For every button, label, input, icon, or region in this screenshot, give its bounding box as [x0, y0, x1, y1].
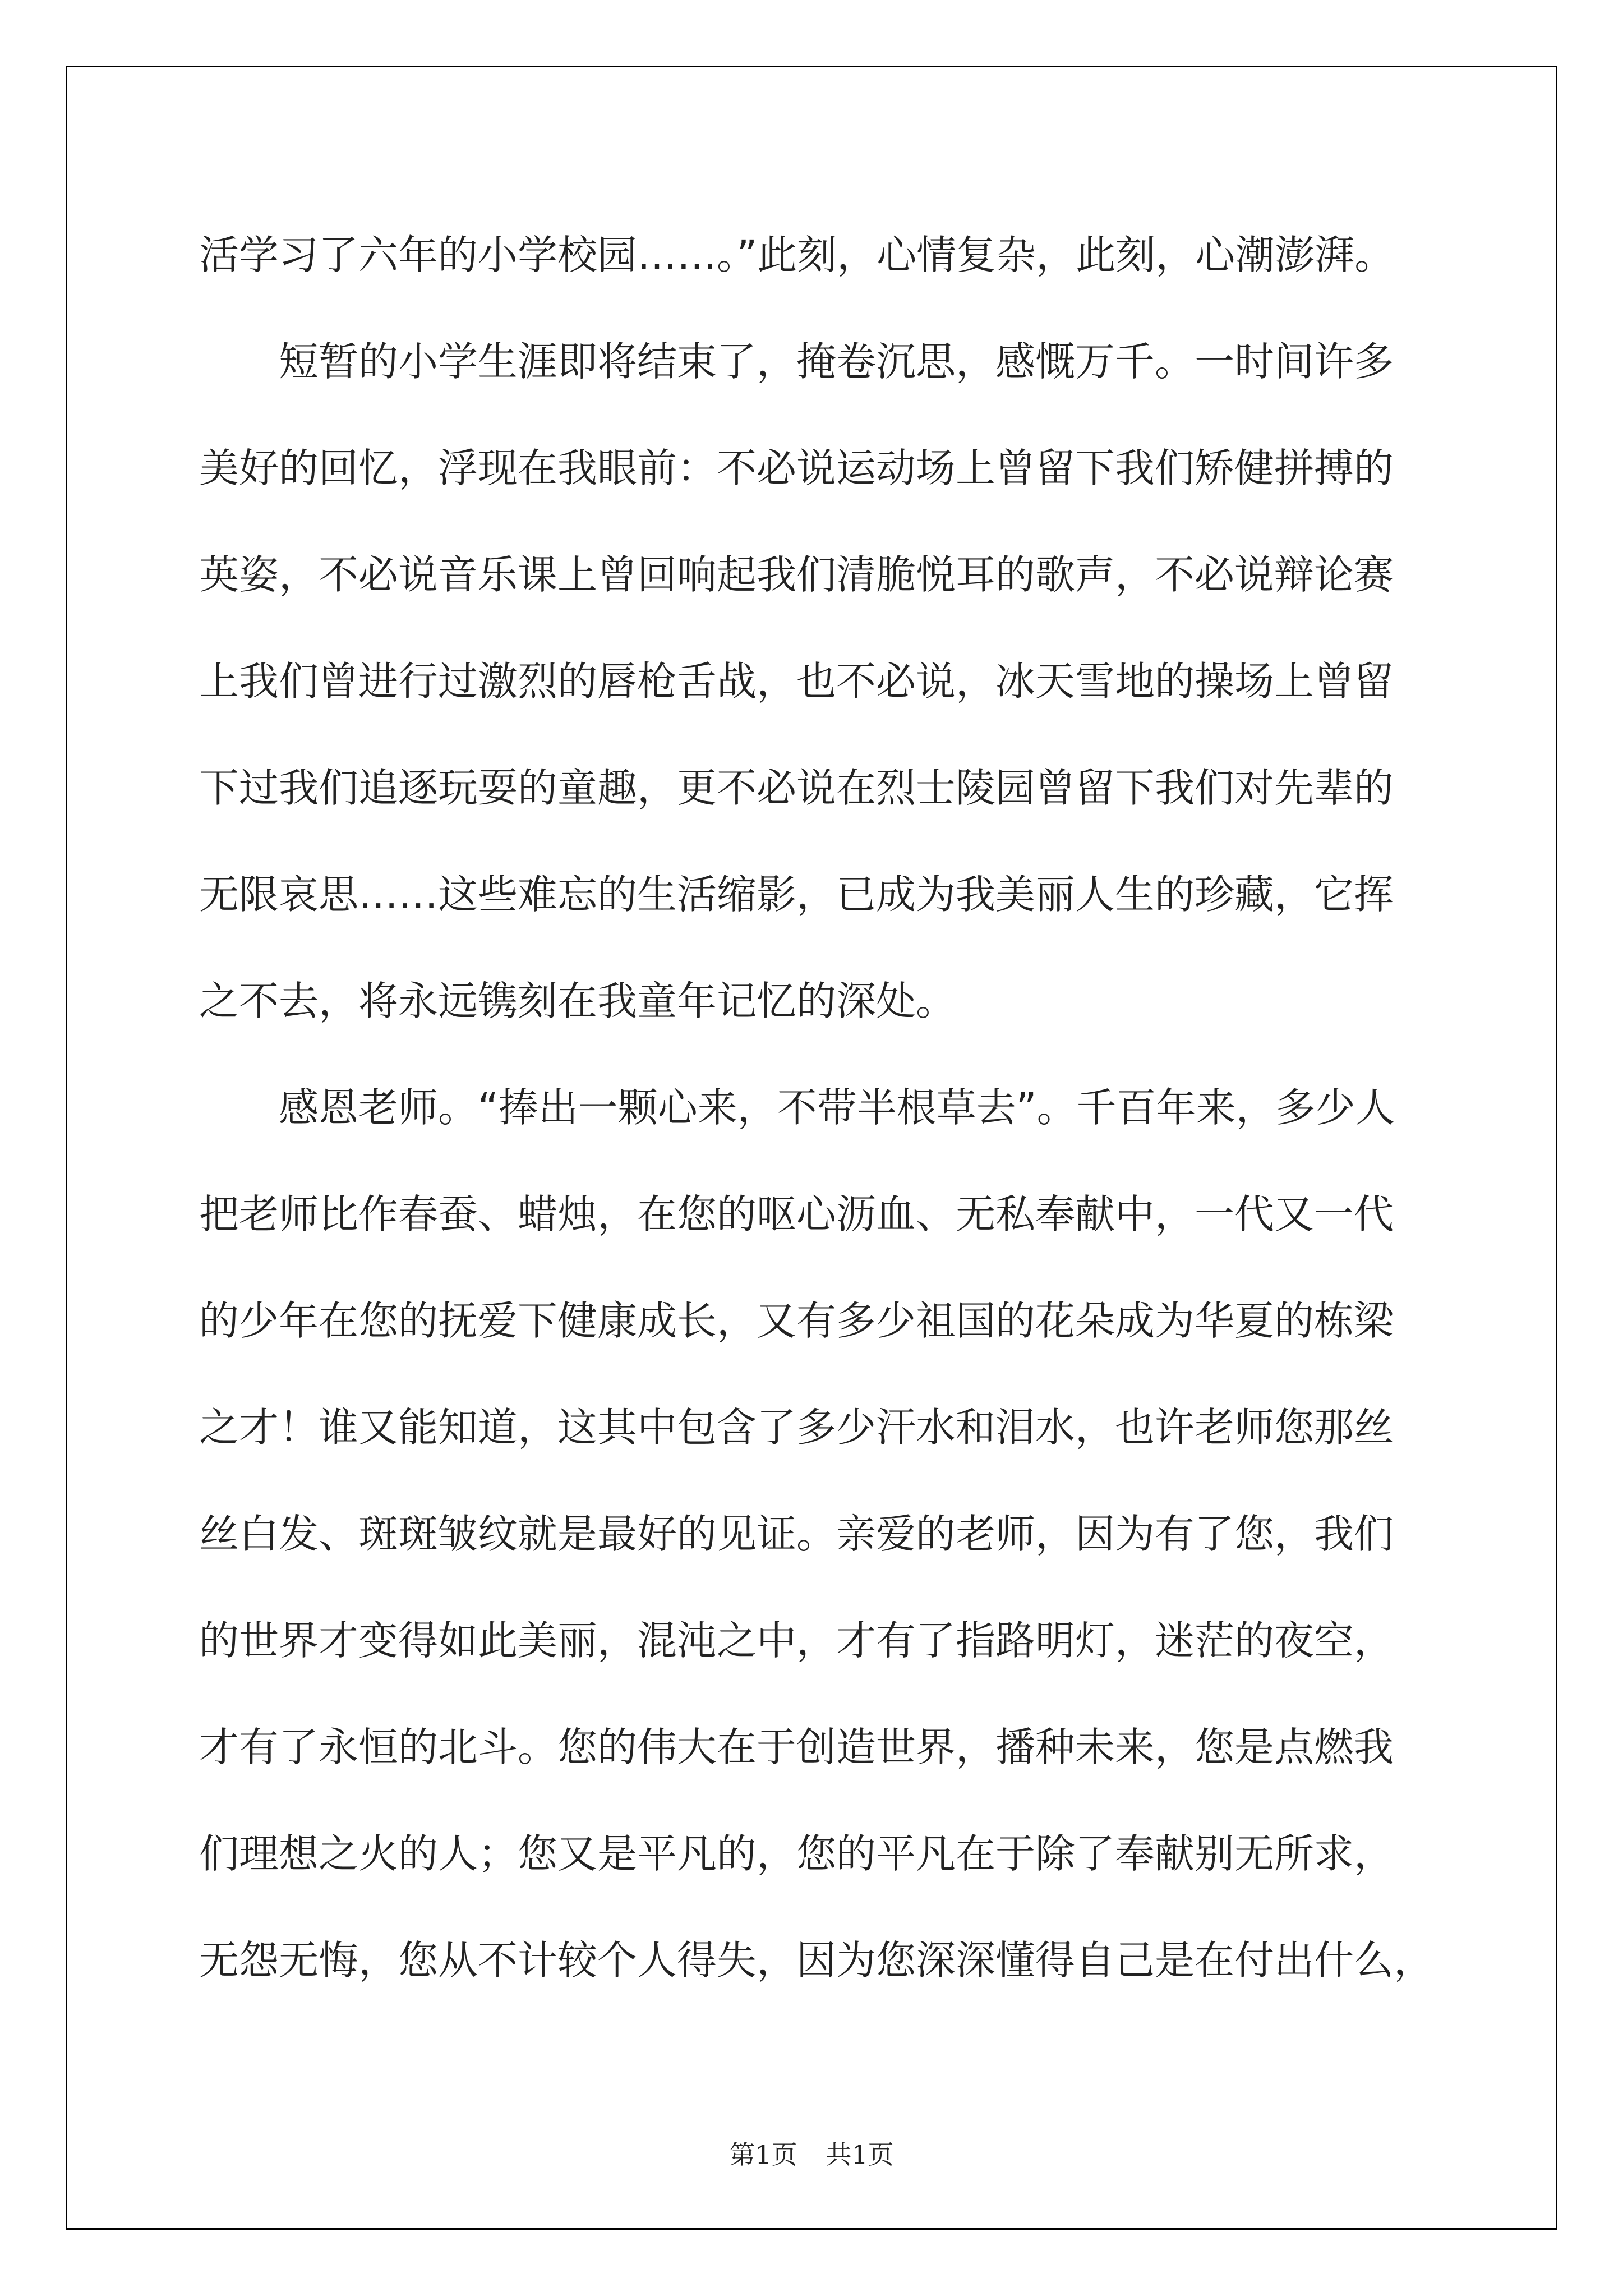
text-line: 上我们曾进行过激烈的唇枪舌战，也不必说，冰天雪地的操场上曾留 — [199, 658, 1394, 705]
text-line: 之才！谁又能知道，这其中包含了多少汗水和泪水，也许老师您那丝 — [199, 1404, 1394, 1451]
text-line: 的少年在您的抚爱下健康成长，又有多少祖国的花朵成为华夏的栋梁 — [199, 1297, 1394, 1344]
text-line: 活学习了六年的小学校园……。”此刻，心情复杂，此刻，心潮澎湃。 — [199, 232, 1395, 278]
page-number: 第1页 — [729, 2139, 797, 2170]
text-line: 们理想之火的人；您又是平凡的，您的平凡在于除了奉献别无所求， — [199, 1830, 1394, 1877]
text-line: 才有了永恒的北斗。您的伟大在于创造世界，播种未来，您是点燃我 — [199, 1724, 1394, 1770]
page-footer — [0, 2134, 1623, 2171]
document-body — [199, 202, 1455, 2014]
text-line: 之不去，将永远镌刻在我童年记忆的深处。 — [199, 978, 956, 1024]
text-line: 无怨无悔，您从不计较个人得失，因为您深深懂得自己是在付出什么， — [199, 1937, 1434, 1984]
text-line: 把老师比作春蚕、蜡烛，在您的呕心沥血、无私奉献中，一代又一代 — [199, 1191, 1394, 1237]
text-line: 英姿，不必说音乐课上曾回响起我们清脆悦耳的歌声，不必说辩论赛 — [199, 551, 1394, 598]
text-line: 美好的回忆，浮现在我眼前：不必说运动场上曾留下我们矫健拼搏的 — [199, 445, 1394, 491]
text-line: 丝白发、斑斑皱纹就是最好的见证。亲爱的老师，因为有了您，我们 — [199, 1511, 1394, 1557]
page-total: 共1页 — [826, 2139, 894, 2170]
text-line: 下过我们追逐玩耍的童趣，更不必说在烈士陵园曾留下我们对先辈的 — [199, 765, 1394, 811]
text-line: 感恩老师。“捧出一颗心来，不带半根草去”。千百年来，多少人 — [279, 1084, 1395, 1131]
text-line: 的世界才变得如此美丽，混沌之中，才有了指路明灯，迷茫的夜空， — [199, 1617, 1394, 1664]
text-line: 无限哀思……这些难忘的生活缩影，已成为我美丽人生的珍藏，它挥 — [199, 871, 1394, 918]
text-line: 短暂的小学生涯即将结束了，掩卷沉思，感慨万千。一时间许多 — [279, 338, 1394, 385]
